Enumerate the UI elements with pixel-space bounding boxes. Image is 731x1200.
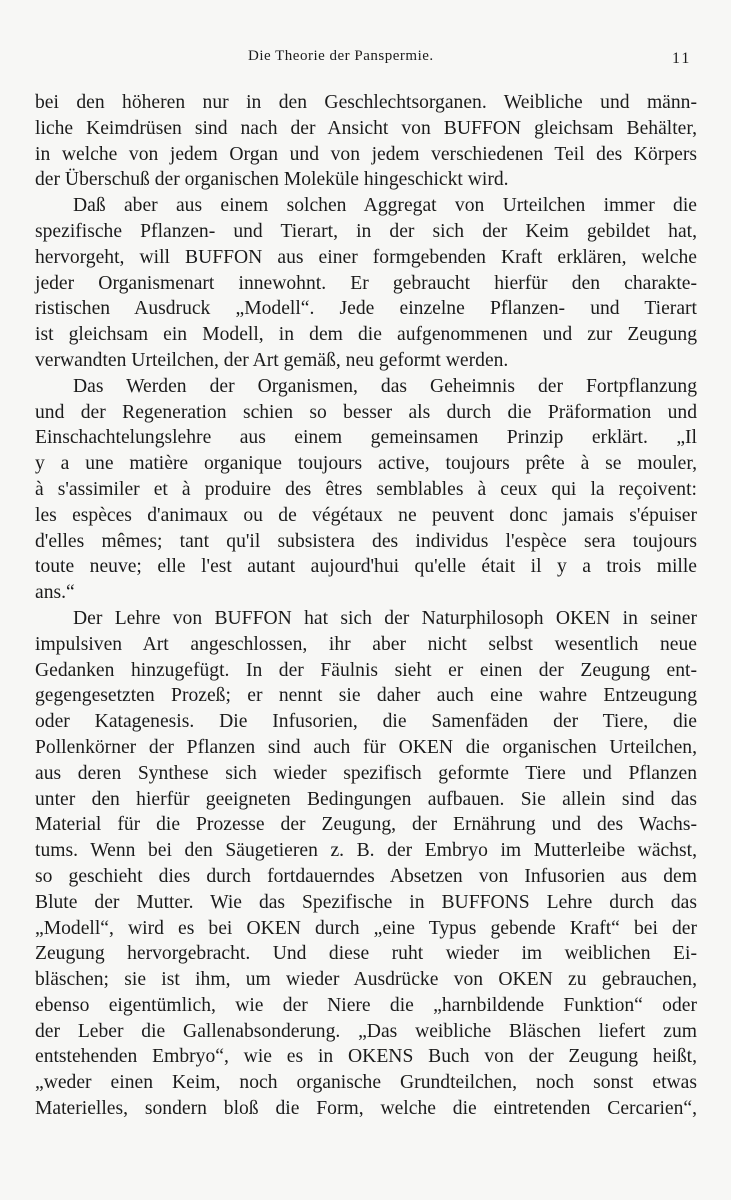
text-line: Daß aber aus einem solchen Aggregat von Urteilchen immer die bbox=[73, 195, 697, 217]
text-line: tums. Wenn bei den Säugetieren z. B. der Embryo im Mutterleibe wächst, bbox=[35, 840, 697, 862]
text-line: jeder Organismenart innewohnt. Er gebraucht hierfür den charakte- bbox=[35, 272, 697, 294]
text-line: Material für die Prozesse der Zeugung, der Ernährung und des Wachs- bbox=[35, 814, 697, 836]
text-line: so geschieht dies durch fortdauerndes Absetzen von Infusorien aus dem bbox=[35, 865, 697, 887]
text-line: d'elles mêmes; tant qu'il subsistera des individus l'espèce sera toujours bbox=[35, 530, 697, 552]
text-line: toute neuve; elle l'est autant aujourd'hui qu'elle était il y a trois mille bbox=[35, 556, 697, 578]
text-line: ebenso eigentümlich, wie der Niere die „harnbildende Funktion“ oder bbox=[35, 994, 697, 1016]
text-line: Einschachtelungslehre aus einem gemeinsamen Prinzip erklärt. „Il bbox=[35, 427, 697, 449]
paragraph bbox=[35, 90, 697, 193]
text-line: ristischen Ausdruck „Modell“. Jede einzelne Pflanzen- und Tierart bbox=[35, 298, 697, 320]
text-line: der Leber die Gallenabsonderung. „Das weibliche Bläschen liefert zum bbox=[35, 1020, 697, 1042]
paragraph bbox=[35, 374, 697, 606]
text-line: verwandten Urteilchen, der Art gemäß, neu geformt werden. bbox=[35, 349, 509, 371]
text-line: ist gleichsam ein Modell, in dem die aufgenommenen und zur Zeugung bbox=[35, 324, 697, 346]
running-title: Die Theorie der Panspermie. bbox=[248, 48, 434, 64]
text-line: unter den hierfür geeigneten Bedingungen aufbauen. Sie allein sind das bbox=[35, 788, 697, 810]
text-line: liche Keimdrüsen sind nach der Ansicht von BUFFON gleichsam Behälter, bbox=[35, 117, 697, 139]
text-line: Materielles, sondern bloß die Form, welche die eintretenden Cercarien“, bbox=[35, 1098, 697, 1120]
text-line: Der Lehre von BUFFON hat sich der Naturphilosoph OKEN in seiner bbox=[73, 607, 697, 629]
text-line: Pollenkörner der Pflanzen sind auch für OKEN die organischen Urteilchen, bbox=[35, 736, 697, 758]
body-text bbox=[35, 90, 697, 1122]
text-line: spezifische Pflanzen- und Tierart, in der sich der Keim gebildet hat, bbox=[35, 220, 697, 242]
text-line: impulsiven Art angeschlossen, ihr aber nicht selbst wesentlich neue bbox=[35, 633, 697, 655]
text-line: y a une matière organique toujours active, toujours prête à se mouler, bbox=[35, 453, 697, 475]
text-line: bläschen; sie ist ihm, um wieder Ausdrücke von OKEN zu gebrauchen, bbox=[35, 969, 697, 991]
text-line: hervorgeht, will BUFFON aus einer formgebenden Kraft erklären, welche bbox=[35, 246, 697, 268]
text-line: oder Katagenesis. Die Infusorien, die Samenfäden der Tiere, die bbox=[35, 711, 697, 733]
text-line: entstehenden Embryo“, wie es in OKENS Buch von der Zeugung heißt, bbox=[35, 1046, 697, 1068]
text-line: Zeugung hervorgebracht. Und diese ruht wieder im weiblichen Ei- bbox=[35, 943, 697, 965]
text-line: gegengesetzten Prozeß; er nennt sie daher auch eine wahre Entzeugung bbox=[35, 685, 697, 707]
text-line: à s'assimiler et à produire des êtres semblables à ceux qui la reçoivent: bbox=[35, 478, 697, 500]
text-line: ans.“ bbox=[35, 582, 75, 604]
page-number: 11 bbox=[672, 50, 692, 67]
text-line: les espèces d'animaux ou de végétaux ne peuvent donc jamais s'épuiser bbox=[35, 504, 697, 526]
text-line: „Modell“, wird es bei OKEN durch „eine Typus gebende Kraft“ bei der bbox=[35, 917, 697, 939]
text-line: Gedanken hinzugefügt. In der Fäulnis sieht er einen der Zeugung ent- bbox=[35, 659, 697, 681]
paragraph bbox=[35, 193, 697, 374]
text-line: bei den höheren nur in den Geschlechtsorganen. Weibliche und männ- bbox=[35, 92, 697, 113]
paragraph bbox=[35, 606, 697, 1122]
text-line: Blute der Mutter. Wie das Spezifische in BUFFONS Lehre durch das bbox=[35, 891, 697, 913]
text-line: Das Werden der Organismen, das Geheimnis der Fortpflanzung bbox=[73, 375, 697, 397]
text-line: aus deren Synthese sich wieder spezifisch geformte Tiere und Pflanzen bbox=[35, 762, 697, 784]
text-line: und der Regeneration schien so besser als durch die Präformation und bbox=[35, 401, 697, 423]
text-line: „weder einen Keim, noch organische Grundteilchen, noch sonst etwas bbox=[35, 1072, 697, 1094]
text-line: der Überschuß der organischen Moleküle hingeschickt wird. bbox=[35, 169, 509, 191]
text-line: in welche von jedem Organ und von jedem verschiedenen Teil des Körpers bbox=[35, 143, 697, 165]
